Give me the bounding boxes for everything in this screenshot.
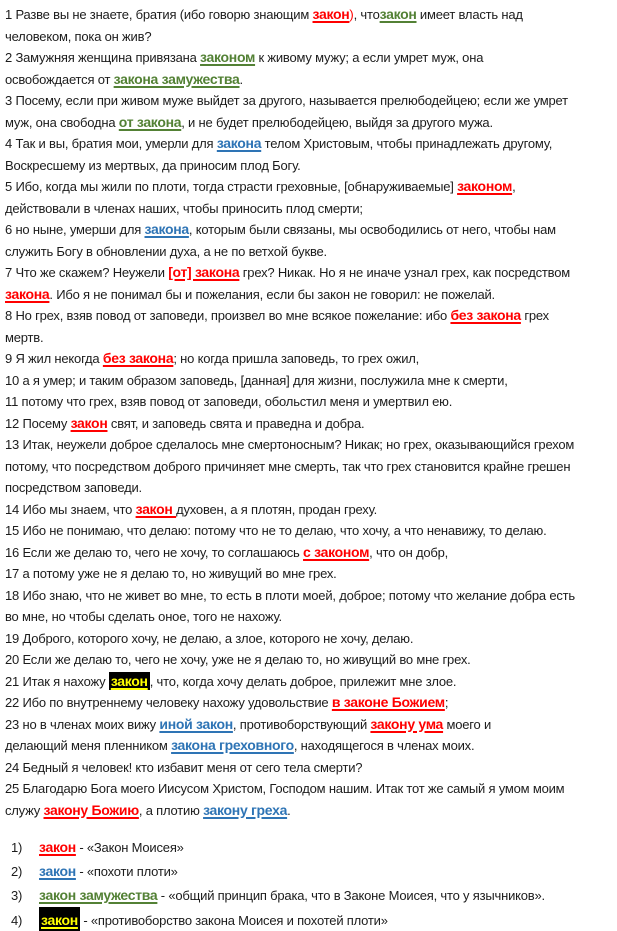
footnote-number: 1) [11, 840, 23, 855]
text-run: свят, и заповедь свята и праведна и добра. [107, 415, 365, 431]
text-line [5, 456, 617, 478]
text-line [5, 219, 617, 241]
text-run: - «Закон Моисея» [75, 840, 184, 855]
text-line [5, 692, 617, 714]
highlighted-term-green: от закона [118, 113, 182, 130]
text-run: , находящегося в членах моих. [293, 738, 475, 753]
text-run: действовали в членах наших, чтобы приносить плод смерти; [5, 200, 363, 216]
text-run: 13 Итак, неужели доброе сделалось мне смертоносным? Никак; но грех, оказывающийся грехом [5, 437, 575, 452]
highlighted-term-yellow_on_black: закон [39, 907, 80, 931]
text-run: , которым были связаны, мы освободились от него, чтобы нам [188, 222, 556, 237]
footnote-number: 2) [11, 864, 23, 879]
text-line [5, 4, 617, 26]
highlighted-term-green: закон замужества [39, 887, 158, 903]
highlighted-term-green: закона замужества [113, 70, 240, 87]
text-run: мертв. [5, 329, 44, 345]
text-line [5, 327, 617, 349]
highlighted-term-red: закон [70, 414, 108, 431]
footnote-item [5, 907, 617, 931]
text-line [5, 348, 617, 370]
text-line [5, 434, 617, 456]
text-line [5, 671, 617, 693]
text-run: 1 Разве вы не знаете, братия (ибо говорю знающим [5, 7, 313, 22]
highlighted-term-red: закон [135, 500, 177, 517]
text-run: 4 Так и вы, братия мои, умерли для [5, 136, 217, 151]
highlighted-term-blue: закона греховного [171, 737, 294, 753]
text-run: 22 Ибо по внутреннему человеку нахожу удовольствие [5, 695, 332, 710]
highlighted-term-blue: закону греха [203, 801, 288, 818]
footnote-number: 3) [11, 888, 23, 903]
text-run: , что [353, 7, 380, 22]
document-text [5, 4, 617, 821]
text-line [5, 499, 617, 521]
text-line [5, 757, 617, 779]
highlighted-term-red: закону ума [370, 715, 444, 732]
text-run: моего и [443, 716, 492, 732]
text-line [5, 26, 617, 48]
highlighted-term-red: законом [457, 178, 513, 194]
text-line [5, 155, 617, 177]
highlighted-term-blue: закона [144, 221, 189, 237]
text-run: 3 Посему, если при живом муже выйдет за другого, называется прелюбодейцею; если же умрет [5, 93, 568, 108]
text-run: 9 Я жил некогда [5, 351, 103, 366]
highlighted-term-red: закон [312, 6, 350, 22]
highlighted-term-red: без закона [102, 350, 174, 366]
highlighted-term-red: в законе Божием [331, 694, 445, 710]
text-run: 7 Что же скажем? Неужели [5, 265, 169, 280]
highlighted-term-red: с законом [303, 543, 370, 560]
text-run: 5 Ибо, когда мы жили по плоти, тогда страсти греховные, [обнаруживаемые] [5, 179, 458, 194]
highlighted-term-red_plain: ) [349, 7, 354, 22]
text-line [5, 778, 617, 800]
text-run: освобождается от [5, 71, 114, 87]
text-run: ; но когда пришла заповедь, то грех ожил, [173, 351, 420, 366]
text-run: , что он добр, [369, 544, 449, 560]
text-line [5, 477, 617, 499]
text-line [5, 90, 617, 112]
text-run: потому, что посредством доброго причиняет мне смерть, так что грех становится крайне грешен [5, 458, 571, 474]
footnote-item [5, 835, 617, 859]
text-run: , а плотию [138, 802, 204, 818]
text-run: посредством заповеди. [5, 480, 142, 495]
text-run: - «противоборство закона Моисея и похотей плоти» [79, 913, 388, 928]
text-run: служу [5, 802, 44, 818]
highlighted-term-red: без закона [450, 307, 521, 323]
text-run: 23 но в членах моих вижу [5, 716, 160, 732]
text-line [5, 241, 617, 263]
text-run: духовен, а я плотян, продан греху. [176, 501, 377, 517]
text-line [5, 112, 617, 134]
highlighted-term-red: [от] закона [168, 264, 240, 280]
text-line [5, 413, 617, 435]
text-run: грех [520, 308, 549, 323]
text-run: имеет власть над [416, 7, 523, 22]
highlighted-term-red: закон [39, 839, 76, 855]
text-line [5, 198, 617, 220]
text-run: 8 Но грех, взяв повод от заповеди, произвел во мне всякое пожелание: ибо [5, 308, 451, 323]
text-run: - «похоти плоти» [75, 864, 178, 879]
text-run: 16 Если же делаю то, чего не хочу, то соглашаюсь [5, 544, 304, 560]
text-line [5, 585, 617, 607]
text-line [5, 284, 617, 306]
footnote-number: 4) [11, 913, 23, 928]
text-run: 14 Ибо мы знаем, что [5, 501, 136, 517]
text-line [5, 735, 617, 757]
text-run: 20 Если же делаю то, чего не хочу, уже не я делаю то, но живущий во мне грех. [5, 652, 471, 667]
text-run: 11 потому что грех, взяв повод от заповеди, обольстил меня и умертвил ею. [5, 394, 453, 409]
highlighted-term-green: законом [200, 49, 256, 65]
text-line [5, 563, 617, 585]
highlighted-term-blue: закон [39, 863, 76, 879]
text-run: ; [444, 695, 449, 710]
text-run: 12 Посему [5, 415, 71, 431]
text-run: 18 Ибо знаю, что не живет во мне, то есть в плоти моей, доброе; потому что желание добра есть [5, 587, 576, 603]
text-run: - «общий принцип брака, что в Законе Моисея, что у язычников». [157, 888, 545, 903]
text-run: 2 Замужняя женщина привязана [5, 50, 201, 65]
footnote-item [5, 883, 617, 907]
text-line [5, 262, 617, 284]
text-run: . [239, 71, 243, 87]
text-run: 6 но ныне, умерши для [5, 222, 145, 237]
text-run: , что, когда хочу делать доброе, прилежит мне злое. [149, 673, 457, 689]
text-line [5, 133, 617, 155]
text-run: 21 Итак я нахожу [5, 673, 109, 689]
text-run: . Ибо я не понимал бы и пожелания, если бы закон не говорил: не пожелай. [49, 286, 495, 302]
text-run: , и не будет прелюбодейцею, выйдя за другого мужа. [181, 114, 493, 130]
text-run: 19 Доброго, которого хочу, не делаю, а злое, которого не хочу, делаю. [5, 630, 414, 646]
text-run: муж, она свободна [5, 114, 119, 130]
text-line [5, 628, 617, 650]
text-line [5, 370, 617, 392]
text-line [5, 606, 617, 628]
text-run: , [512, 179, 516, 194]
text-run: , противоборствующий [232, 716, 371, 732]
text-line [5, 69, 617, 91]
highlighted-term-blue: закона [216, 135, 262, 151]
text-run: во мне, но чтобы сделать оное, того не нахожу. [5, 609, 282, 624]
text-run: 10 а я умер; и таким образом заповедь, [данная] для жизни, послужила мне к смерти, [5, 372, 508, 388]
text-run: телом Христовым, чтобы принадлежать другому, [261, 136, 553, 151]
text-run: 24 Бедный я человек! кто избавит меня от сего тела смерти? [5, 759, 363, 775]
text-run: человеком, пока он жив? [5, 28, 152, 44]
highlighted-term-red: закону Божию [43, 801, 139, 818]
text-run: делающий меня пленником [5, 738, 172, 753]
highlighted-term-blue: иной закон [159, 715, 233, 732]
text-line [5, 649, 617, 671]
text-run: 25 Благодарю Бога моего Иисусом Христом, Господом нашим. Итак тот же самый я умом моим [5, 781, 565, 796]
text-run: 15 Ибо не понимаю, что делаю: потому что не то делаю, что хочу, а что ненавижу, то делаю. [5, 523, 547, 538]
text-run: . [287, 802, 291, 818]
highlighted-term-green: закон [379, 6, 417, 22]
text-line [5, 714, 617, 736]
highlighted-term-yellow_on_black: закон [110, 672, 148, 689]
text-line [5, 176, 617, 198]
text-run: Воскресшему из мертвых, да приносим плод Богу. [5, 157, 301, 173]
highlighted-term-red: закона [5, 285, 50, 302]
text-line [5, 305, 617, 327]
footnote-item [5, 859, 617, 883]
text-run: к живому мужу; а если умрет муж, она [255, 50, 484, 65]
text-line [5, 542, 617, 564]
text-line [5, 520, 617, 542]
text-line [5, 47, 617, 69]
text-run: 17 а потому уже не я делаю то, но живущий во мне грех. [5, 566, 337, 581]
text-line [5, 391, 617, 413]
text-line [5, 800, 617, 822]
text-run: служить Богу в обновлении духа, а не по ветхой букве. [5, 243, 327, 259]
footnotes-list [5, 835, 617, 931]
text-run: грех? Никак. Но я не иначе узнал грех, как посредством [239, 265, 571, 280]
